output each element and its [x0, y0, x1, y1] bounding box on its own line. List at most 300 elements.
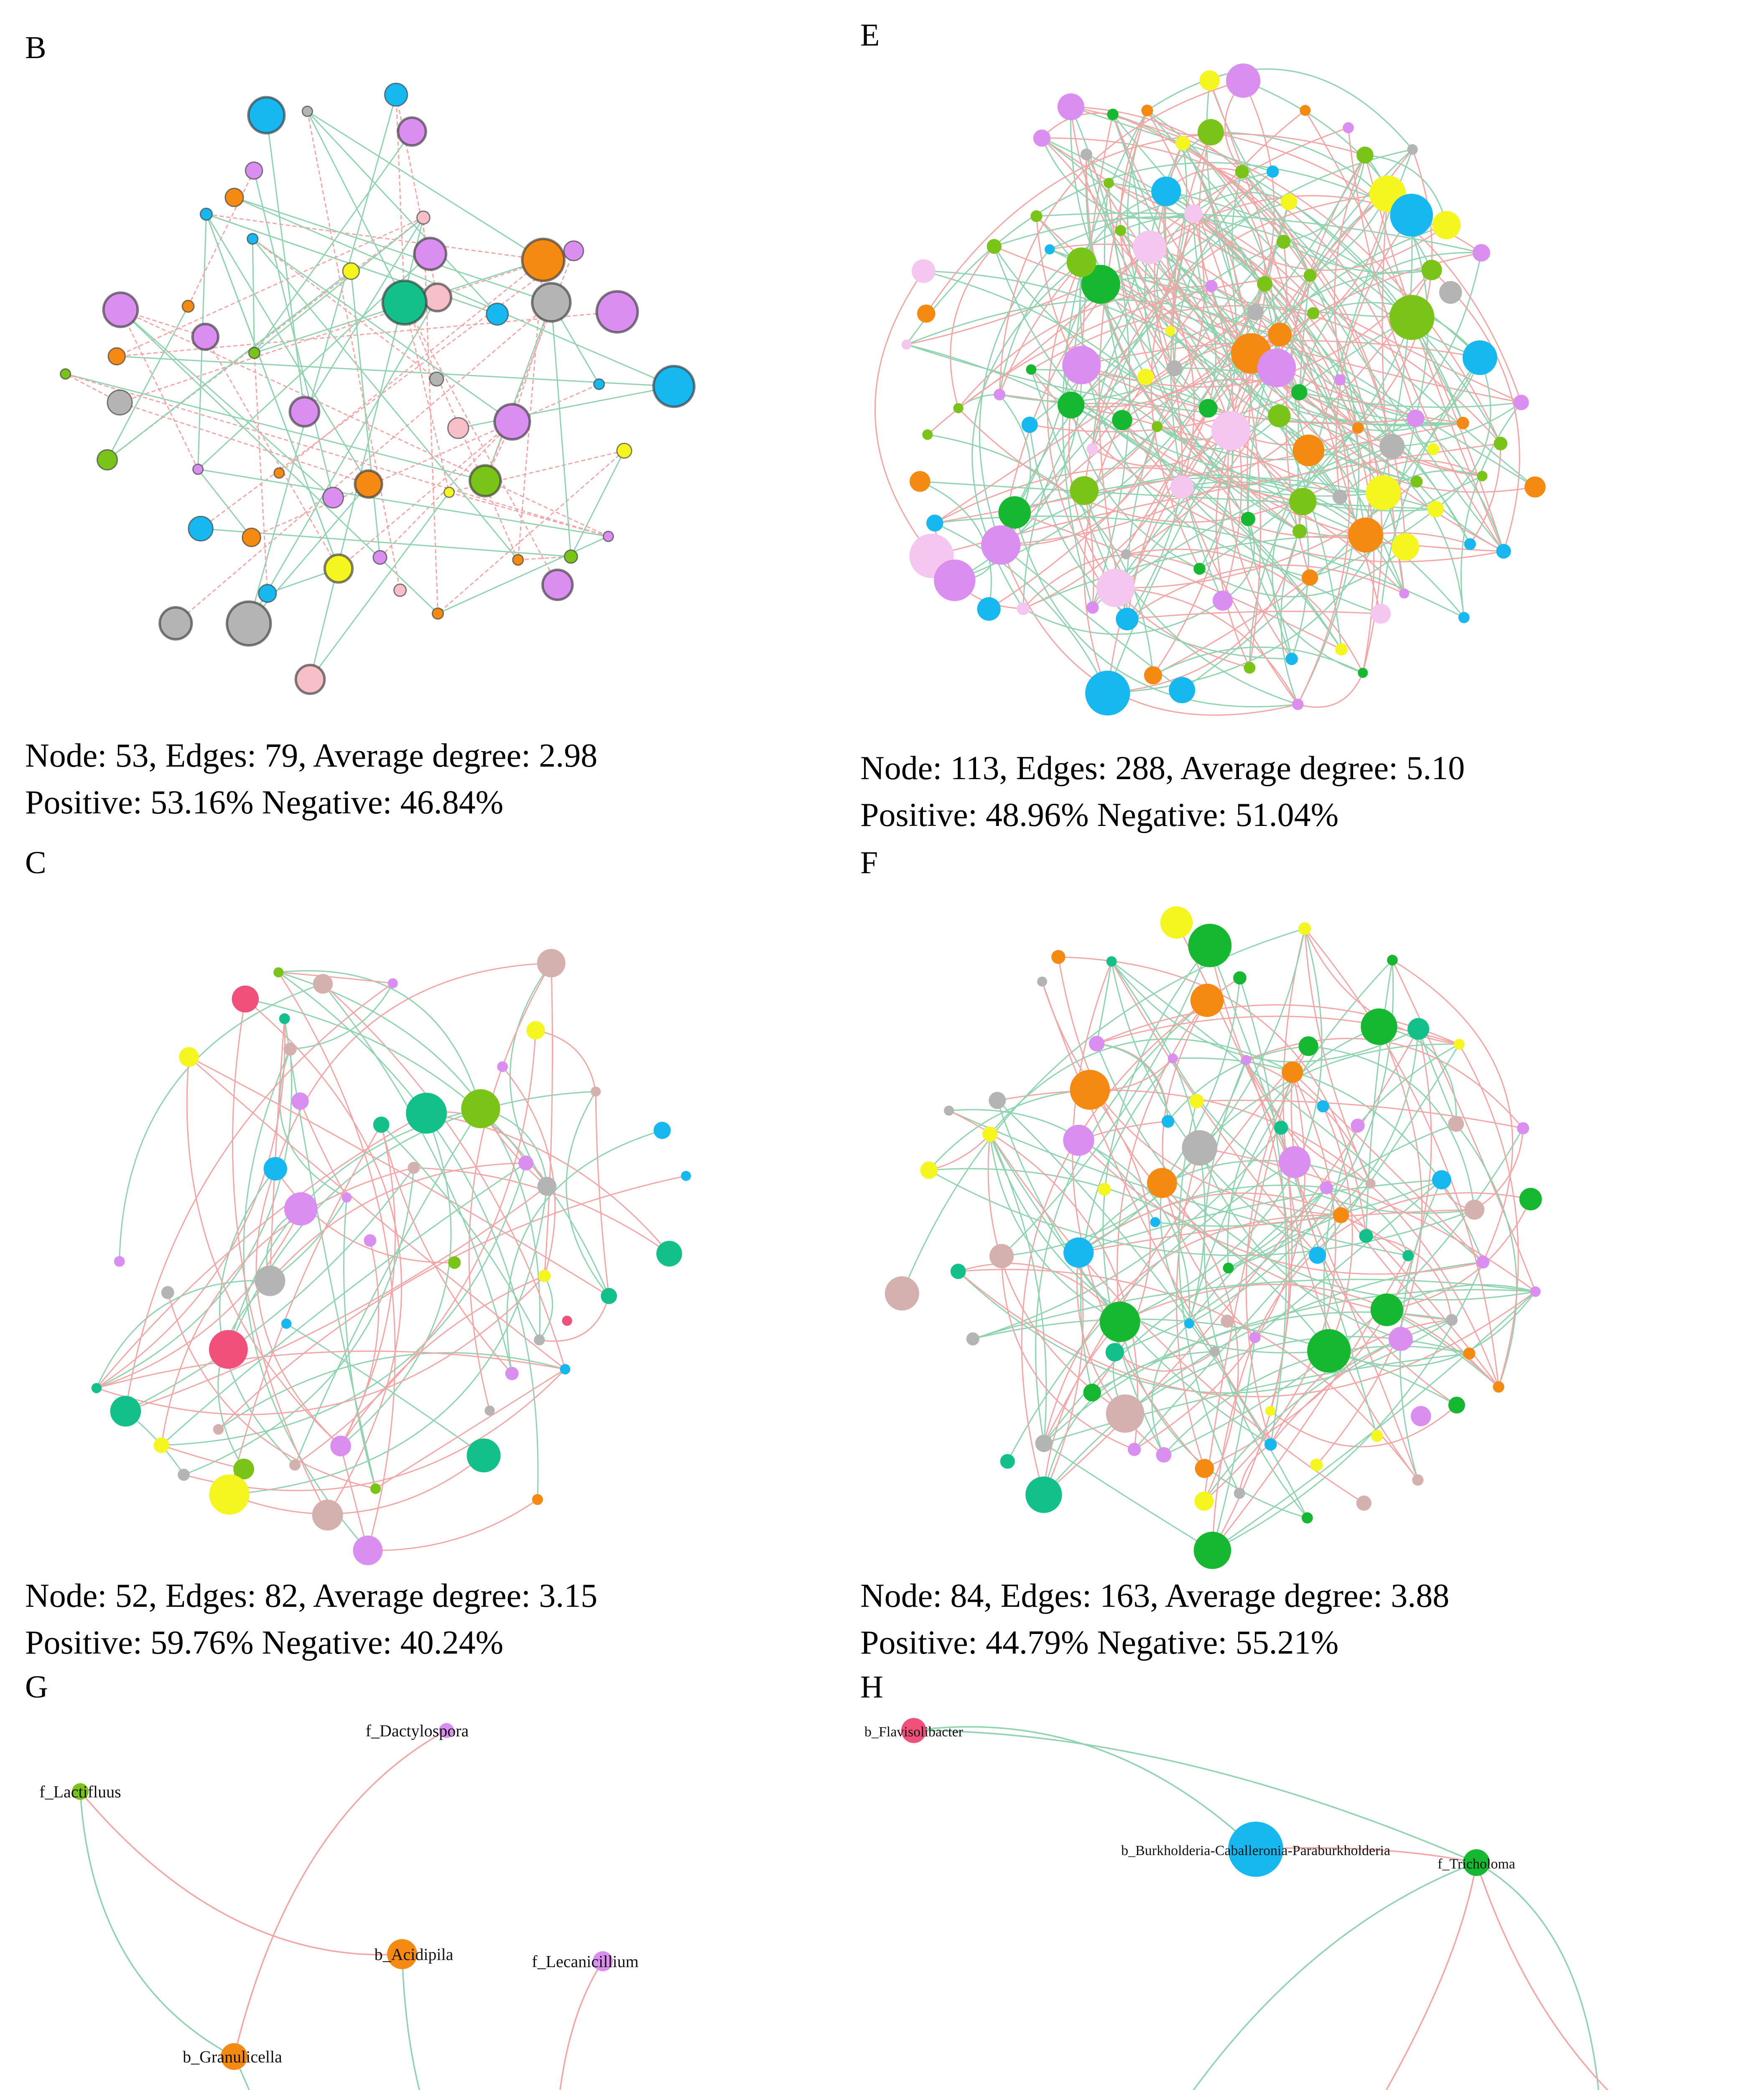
network-node: [1412, 1474, 1423, 1486]
network-node: [1292, 524, 1307, 538]
network-node: [1022, 417, 1038, 433]
network-node: [1067, 247, 1096, 277]
stats-c-line1: Node: 52, Edges: 82, Average degree: 3.15: [25, 1578, 598, 1614]
network-node: [382, 281, 426, 325]
network-node: [944, 1106, 954, 1116]
network-node: [1150, 1217, 1160, 1227]
positive-edge: [97, 1113, 426, 1388]
network-node: [1184, 204, 1203, 223]
network-node: [444, 487, 454, 497]
network-node: [951, 1264, 966, 1279]
negative-edge: [1212, 1338, 1255, 1550]
network-node: [1361, 1009, 1397, 1045]
positive-edge: [234, 1731, 446, 2057]
network-node: [1277, 235, 1290, 249]
network-node: [1062, 346, 1101, 384]
edges: [80, 1731, 603, 2090]
network-node: [1144, 666, 1162, 684]
network-node: [1464, 1200, 1484, 1220]
network-node: [1184, 1318, 1194, 1328]
network-node: [373, 1116, 390, 1133]
network-node: [1432, 1170, 1451, 1190]
network-node: [461, 1089, 500, 1128]
network-node: [1493, 1381, 1504, 1392]
positive-edge: [254, 353, 267, 593]
network-node: [1333, 489, 1348, 505]
network-node: [108, 348, 125, 365]
network-node: [323, 487, 343, 508]
network-node: [1081, 148, 1092, 160]
network-node: [1152, 421, 1162, 432]
network-node: [926, 515, 943, 531]
network-node: [1115, 225, 1126, 236]
positive-edge: [545, 963, 553, 1276]
negative-edge: [249, 95, 396, 624]
network-node: [406, 1093, 447, 1134]
network-node: [1320, 1181, 1333, 1194]
network-node: [1335, 643, 1348, 656]
network-node: [603, 531, 613, 541]
network-node: [245, 162, 263, 179]
nodes: [61, 83, 694, 693]
network-node: [1025, 1476, 1062, 1513]
network-node: [1045, 244, 1055, 254]
negative-edge: [120, 310, 438, 614]
negative-edge: [1476, 1863, 1602, 2090]
negative-edge: [66, 374, 485, 481]
network-node: [1392, 533, 1419, 561]
positive-edge: [1219, 1863, 1476, 2090]
network-node: [560, 1364, 570, 1374]
network-node: [417, 211, 430, 224]
positive-edge: [245, 999, 402, 1515]
network-node: [1189, 1094, 1204, 1109]
network-node: [1356, 147, 1374, 164]
stats-b-line1: Node: 53, Edges: 79, Average degree: 2.98: [25, 737, 598, 774]
network-node: [495, 404, 530, 439]
nodes: [39, 1721, 638, 2090]
network-node: [209, 1330, 248, 1369]
network-node: [1107, 109, 1118, 120]
network-node: [1289, 488, 1317, 515]
stats-f-line1: Node: 84, Edges: 163, Average degree: 3.88: [860, 1578, 1450, 1614]
network-node: [1302, 1512, 1313, 1524]
network-node: [1298, 922, 1311, 935]
network-node: [1285, 652, 1298, 665]
network-node: [594, 379, 604, 390]
network-node: [1063, 1237, 1094, 1267]
network-node: [330, 1436, 351, 1457]
network-node: [526, 1021, 545, 1040]
network-node: [290, 397, 319, 426]
network-node: [1317, 1100, 1329, 1112]
network-node: [1116, 608, 1138, 630]
edges: [902, 923, 1535, 1550]
node-label: b_Flavisolibacter: [864, 1724, 964, 1740]
network-node: [989, 1244, 1014, 1268]
edges: [66, 95, 674, 680]
network-node: [522, 239, 564, 281]
network-node: [1162, 1115, 1174, 1128]
network-node: [1190, 984, 1224, 1017]
network-node: [247, 234, 258, 245]
stats-f-line2: Positive: 44.79% Negative: 55.21%: [860, 1624, 1339, 1661]
negative-edge: [252, 239, 518, 560]
stats-e: [860, 745, 1465, 839]
network-graph-c: [25, 886, 727, 1572]
network-node: [596, 291, 637, 332]
network-node: [998, 496, 1031, 529]
network-node: [518, 1155, 533, 1170]
network-node: [448, 418, 469, 438]
network-node: [61, 369, 71, 379]
network-node: [538, 1270, 551, 1282]
network-node: [1458, 612, 1470, 623]
network-node: [200, 208, 212, 220]
network-node: [432, 608, 443, 619]
network-node: [343, 263, 359, 279]
network-node: [1249, 1332, 1261, 1343]
network-node: [313, 974, 333, 994]
network-node: [989, 1092, 1006, 1109]
network-node: [1433, 211, 1461, 240]
negative-edge: [1044, 1443, 1212, 1550]
node-label: f_Lactifluus: [39, 1782, 121, 1801]
network-node: [538, 1177, 557, 1196]
positive-edge: [1246, 1038, 1523, 1128]
negative-edge: [244, 1049, 368, 1550]
network-node: [114, 1256, 125, 1267]
network-node: [1464, 538, 1476, 550]
network-node: [987, 239, 1002, 254]
positive-edge: [368, 1499, 538, 1550]
network-node: [430, 372, 444, 386]
positive-edge: [596, 1091, 609, 1296]
edges: [875, 69, 1535, 715]
negative-edge: [198, 469, 609, 537]
network-node: [1407, 144, 1417, 155]
network-node: [355, 471, 382, 497]
network-node: [227, 602, 271, 645]
nodes: [864, 1718, 1728, 2090]
network-node: [1106, 956, 1117, 967]
network-node: [325, 555, 352, 582]
network-node: [1257, 276, 1272, 292]
network-node: [394, 584, 406, 596]
network-node: [182, 301, 194, 312]
negative-edge: [266, 115, 304, 412]
network-node: [912, 259, 936, 283]
network-node: [1302, 569, 1318, 586]
network-node: [653, 366, 694, 407]
network-node: [1170, 475, 1194, 499]
network-node: [248, 97, 284, 133]
network-node: [653, 1122, 670, 1139]
positive-edge: [438, 451, 624, 613]
network-node: [1121, 549, 1132, 560]
negative-edge: [341, 1113, 451, 1446]
network-node: [1407, 410, 1424, 427]
network-node: [1402, 1250, 1414, 1261]
network-node: [1348, 517, 1383, 553]
network-node: [178, 1469, 190, 1481]
network-node: [1300, 105, 1310, 116]
network-node: [537, 949, 566, 977]
negative-edge: [539, 1276, 552, 1340]
positive-edge: [1298, 673, 1363, 707]
network-node: [1390, 194, 1433, 237]
negative-edge: [107, 271, 351, 460]
negative-edge: [278, 972, 540, 1340]
stats-c-line2: Positive: 59.76% Negative: 40.24%: [25, 1624, 504, 1661]
network-node: [193, 464, 203, 474]
positive-edge: [539, 1296, 609, 1341]
network-node: [1268, 323, 1292, 347]
positive-edge: [307, 111, 400, 590]
network-node: [966, 1332, 979, 1345]
network-node: [92, 1383, 102, 1393]
network-node: [1141, 104, 1153, 116]
network-node: [249, 347, 260, 359]
network-node: [1389, 295, 1435, 340]
network-node: [289, 1459, 301, 1471]
network-node: [370, 1483, 381, 1494]
positive-edge: [97, 1209, 301, 1388]
network-node: [1371, 604, 1391, 624]
network-node: [283, 1042, 296, 1055]
network-node: [1463, 340, 1497, 375]
network-graph-h: [836, 1705, 1764, 2090]
network-node: [273, 967, 283, 977]
network-node: [1133, 230, 1167, 264]
network-node: [364, 1234, 376, 1247]
network-node: [1371, 1430, 1383, 1442]
network-node: [1457, 417, 1469, 429]
network-node: [1343, 122, 1354, 133]
network-node: [1427, 501, 1444, 517]
negative-edge: [252, 239, 254, 353]
network-node: [1494, 437, 1507, 451]
network-node: [1333, 1207, 1349, 1223]
network-node: [1411, 1406, 1431, 1427]
network-node: [591, 1086, 601, 1096]
network-node: [1517, 1122, 1529, 1134]
network-node: [1058, 392, 1084, 418]
network-node: [1226, 64, 1260, 98]
network-node: [1241, 1055, 1251, 1065]
network-node: [1291, 384, 1308, 400]
positive-edge: [187, 1057, 341, 1446]
network-node: [1017, 602, 1030, 615]
network-node: [1358, 668, 1368, 678]
network-node: [1037, 976, 1047, 986]
network-node: [885, 1276, 919, 1310]
network-node: [1448, 1397, 1465, 1413]
network-node: [1147, 1168, 1177, 1198]
network-node: [107, 390, 132, 415]
network-node: [1070, 1070, 1110, 1110]
network-node: [296, 665, 325, 694]
node-label: b_Granulicella: [183, 2047, 282, 2066]
positive-edge: [1078, 1193, 1408, 1256]
network-node: [470, 465, 501, 496]
network-node: [1411, 476, 1423, 488]
network-node: [353, 1536, 382, 1565]
positive-edge: [535, 1030, 596, 1092]
network-node: [1193, 563, 1206, 575]
network-node: [1223, 1263, 1234, 1274]
network-node: [920, 1162, 938, 1179]
network-node: [532, 1494, 543, 1505]
network-node: [534, 1334, 545, 1345]
network-node: [1051, 950, 1065, 964]
negative-edge: [566, 1091, 609, 1296]
network-node: [1524, 477, 1545, 497]
network-graph-f: [865, 882, 1568, 1568]
network-node: [1086, 602, 1099, 614]
network-node: [1477, 471, 1487, 481]
network-node: [1365, 1178, 1375, 1188]
network-node: [274, 468, 284, 478]
network-node: [1309, 1246, 1326, 1264]
network-node: [953, 403, 963, 413]
stats-e-line2: Positive: 48.96% Negative: 51.04%: [860, 797, 1339, 833]
network-node: [1268, 405, 1291, 428]
negative-edge: [252, 239, 512, 422]
network-node: [922, 429, 933, 440]
negative-edge: [80, 1792, 234, 2057]
network-node: [505, 1367, 519, 1380]
network-node: [1279, 1146, 1310, 1178]
network-node: [104, 293, 138, 327]
network-node: [1257, 349, 1296, 387]
stats-c: [25, 1573, 597, 1666]
positive-edge: [1476, 1863, 1703, 2090]
network-node: [1334, 374, 1346, 385]
network-node: [97, 450, 117, 470]
network-node: [388, 978, 398, 988]
negative-edge: [285, 1019, 376, 1488]
network-node: [385, 83, 407, 106]
network-node: [1304, 269, 1317, 282]
network-node: [110, 1396, 141, 1427]
network-node: [448, 1256, 461, 1269]
network-node: [373, 551, 387, 564]
network-node: [1106, 1394, 1145, 1433]
network-node: [302, 106, 312, 116]
network-node: [466, 1438, 500, 1472]
positive-edge: [555, 1961, 603, 2090]
network-node: [408, 1162, 420, 1174]
network-node: [1310, 1458, 1323, 1471]
network-node: [1530, 1286, 1540, 1297]
network-node: [1299, 1036, 1318, 1056]
network-node: [1407, 1018, 1429, 1040]
network-node: [1213, 591, 1233, 611]
positive-edge: [120, 310, 198, 469]
network-node: [1104, 178, 1114, 188]
network-node: [1244, 662, 1255, 673]
stats-f: [860, 1573, 1449, 1666]
network-node: [424, 284, 451, 311]
panel-label-c: C: [25, 845, 46, 880]
network-node: [917, 304, 936, 323]
network-node: [398, 117, 426, 145]
network-node: [1063, 1125, 1094, 1156]
negative-edge: [1097, 961, 1111, 1044]
network-node: [1351, 1119, 1364, 1132]
negative-edge: [914, 1727, 1256, 1849]
network-node: [1454, 1039, 1465, 1050]
network-node: [1292, 434, 1324, 466]
network-node: [934, 560, 975, 601]
network-node: [1070, 476, 1099, 505]
network-node: [1098, 1183, 1111, 1196]
network-graph-b: [25, 63, 715, 723]
network-node: [910, 471, 930, 492]
negative-edge: [1153, 647, 1363, 675]
network-node: [1496, 544, 1511, 558]
panel-label-h: H: [860, 1669, 883, 1705]
network-node: [1292, 698, 1303, 710]
network-node: [1264, 1438, 1277, 1451]
network-node: [1352, 422, 1364, 434]
stats-b-line2: Positive: 53.16% Negative: 46.84%: [25, 784, 504, 821]
network-node: [532, 283, 570, 321]
network-node: [1085, 670, 1130, 715]
negative-edge: [97, 1049, 292, 1388]
network-node: [1195, 1459, 1214, 1478]
negative-edge: [1281, 531, 1300, 704]
network-node: [1379, 434, 1405, 459]
negative-edge: [1212, 1262, 1483, 1550]
network-node: [1169, 677, 1195, 703]
edges: [914, 1727, 1703, 2090]
network-node: [1188, 924, 1231, 967]
network-node: [291, 1092, 309, 1110]
network-node: [1274, 1121, 1288, 1135]
network-node: [562, 1316, 572, 1326]
positive-edge: [161, 1445, 244, 1469]
panel-label-b: B: [25, 30, 46, 65]
network-node: [656, 1241, 682, 1267]
network-node: [1089, 1036, 1104, 1051]
network-node: [1165, 326, 1175, 336]
panel-label-e: E: [860, 18, 880, 53]
network-node: [1221, 1315, 1234, 1328]
network-node: [225, 189, 243, 206]
network-node: [1247, 304, 1264, 321]
network-node: [1241, 512, 1255, 526]
network-node: [414, 238, 446, 270]
network-node: [1096, 569, 1135, 607]
negative-edge: [228, 1109, 481, 1349]
network-node: [1166, 360, 1182, 376]
positive-edge: [80, 1792, 402, 1955]
network-node: [1033, 130, 1050, 147]
network-node: [1205, 280, 1218, 293]
network-node: [1265, 1406, 1275, 1416]
network-node: [193, 324, 219, 350]
panel-label-g: G: [25, 1669, 48, 1705]
negative-edge: [235, 197, 674, 386]
network-node: [1156, 1447, 1171, 1463]
network-node: [1000, 1454, 1015, 1469]
network-node: [1199, 399, 1218, 418]
negative-edge: [206, 214, 338, 568]
negative-edge: [1210, 946, 1377, 1436]
network-node: [994, 389, 1005, 400]
